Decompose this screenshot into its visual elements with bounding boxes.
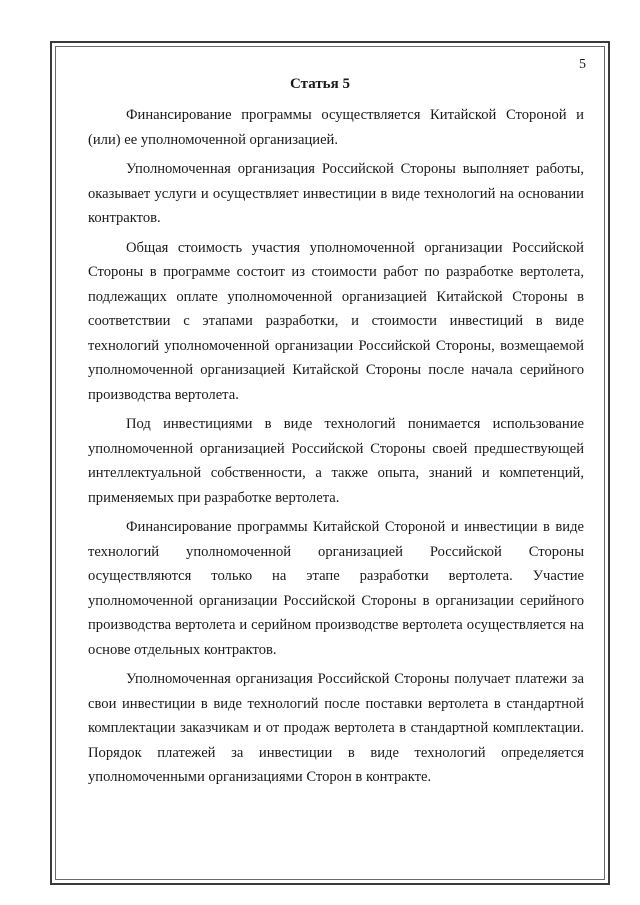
article-body (88, 103, 584, 795)
paragraph-3: Общая стоимость участия уполномоченной организации Российской Стороны в программе состоит из стоимости работ по разработке вертолета, подлежащих оплате уполномоченной организацией Китайской Стороны в соответствии с этапами разработки, и стоимости инвестиций в виде технологий уполномоченной организации Российской Стороны, возмещаемой уполномоченной организацией Китайской Стороны после начала серийного производства вертолета. (88, 239, 584, 403)
paragraph-2: Уполномоченная организация Российской Стороны выполняет работы, оказывает услуги и осуществляет инвестиции в виде технологий на основании контрактов. (88, 161, 584, 226)
page-number: 5 (579, 57, 586, 72)
paragraph-1: Финансирование программы осуществляется Китайской Стороной и (или) ее уполномоченной организацией. (88, 107, 584, 148)
paragraph-4: Под инвестициями в виде технологий понимается использование уполномоченной организацией Российской Стороны своей предшествующей интеллектуальной собственности, а также опыта, знаний и компетенций, применяемых при разработке вертолета. (88, 416, 584, 506)
article-title: Статья 5 (290, 76, 350, 92)
paragraph-5: Финансирование программы Китайской Стороной и инвестиции в виде технологий уполномоченной организацией Российской Стороны осуществляются только на этапе разработки вертолета. Участие уполномоченной организации Российской Стороны в организации серийного производства вертолета и серийном производстве вертолета осуществляется на основе отдельных контрактов. (88, 519, 584, 658)
paragraph-6: Уполномоченная организация Российской Стороны получает платежи за свои инвестиции в виде технологий после поставки вертолета в стандартной комплектации заказчикам и от продаж вертолета в стандартной комплектации. Порядок платежей за инвестиции в виде технологий определяется уполномоченными организациями Сторон в контракте. (88, 671, 584, 785)
